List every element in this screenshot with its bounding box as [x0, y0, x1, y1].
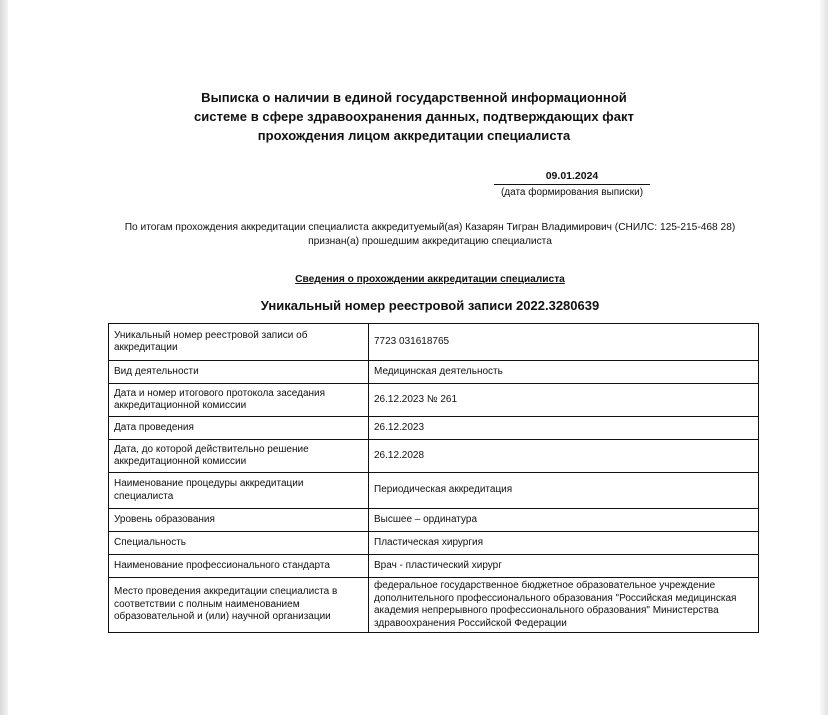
row-key: Наименование профессионального стандарта	[109, 555, 369, 578]
intro-line: По итогам прохождения аккредитации специалиста аккредитуемый(ая) Казарян Тигран Владимирович (СНИЛС: 125-215-468 28)	[124, 222, 736, 233]
issue-date-block	[494, 170, 650, 200]
row-value: Пластическая хирургия	[369, 532, 759, 555]
row-value: федеральное государственное бюджетное образовательное учреждение дополнительного профессионального образования "Российская медицинская академия непрерывного профессионального образования" Министерства здравоохранения Российской Федерации	[369, 578, 759, 633]
document-title	[0, 88, 828, 145]
row-key: Уникальный номер реестровой записи об аккредитации	[109, 324, 369, 361]
row-value: Врач - пластический хирург	[369, 555, 759, 578]
row-key: Вид деятельности	[109, 361, 369, 384]
row-key: Место проведения аккредитации специалиста в соответствии с полным наименованием образовательной и (или) научной организации	[109, 578, 369, 633]
row-value: 26.12.2023	[369, 417, 759, 440]
row-value: Высшее – ординатура	[369, 509, 759, 532]
issue-date-caption: (дата формирования выписки)	[500, 187, 644, 198]
table-row	[109, 417, 759, 440]
document-title-line: прохождения лицом аккредитации специалиста	[257, 128, 571, 143]
intro-line: признан(а) прошедшим аккредитацию специалиста	[308, 235, 552, 247]
row-value: Медицинская деятельность	[369, 361, 759, 384]
row-value: 7723 031618765	[369, 324, 759, 361]
issue-date: 09.01.2024	[494, 170, 650, 185]
row-key: Наименование процедуры аккредитации специалиста	[109, 473, 369, 509]
table-row	[109, 473, 759, 509]
table-row	[109, 578, 759, 633]
row-value: Периодическая аккредитация	[369, 473, 759, 509]
row-key: Дата проведения	[109, 417, 369, 440]
intro-paragraph	[0, 221, 828, 248]
row-value: 26.12.2028	[369, 440, 759, 473]
row-key: Дата и номер итогового протокола заседания аккредитационной комиссии	[109, 384, 369, 417]
row-value: 26.12.2023 № 261	[369, 384, 759, 417]
document-title-line: Выписка о наличии в единой государственной информационной	[201, 90, 627, 105]
table-row	[109, 324, 759, 361]
table-row	[109, 555, 759, 578]
row-key: Дата, до которой действительно решение аккредитационной комиссии	[109, 440, 369, 473]
accreditation-info-table	[108, 323, 759, 633]
table-row	[109, 384, 759, 417]
table-row	[109, 509, 759, 532]
registry-number-title: Уникальный номер реестровой записи 2022.3280639	[260, 298, 600, 313]
table-row	[109, 532, 759, 555]
table-row	[109, 361, 759, 384]
table-row	[109, 440, 759, 473]
row-key: Специальность	[109, 532, 369, 555]
section-title: Сведения о прохождении аккредитации специалиста	[295, 274, 565, 285]
document-title-line: системе в сфере здравоохранения данных, подтверждающих факт	[193, 109, 634, 124]
row-key: Уровень образования	[109, 509, 369, 532]
